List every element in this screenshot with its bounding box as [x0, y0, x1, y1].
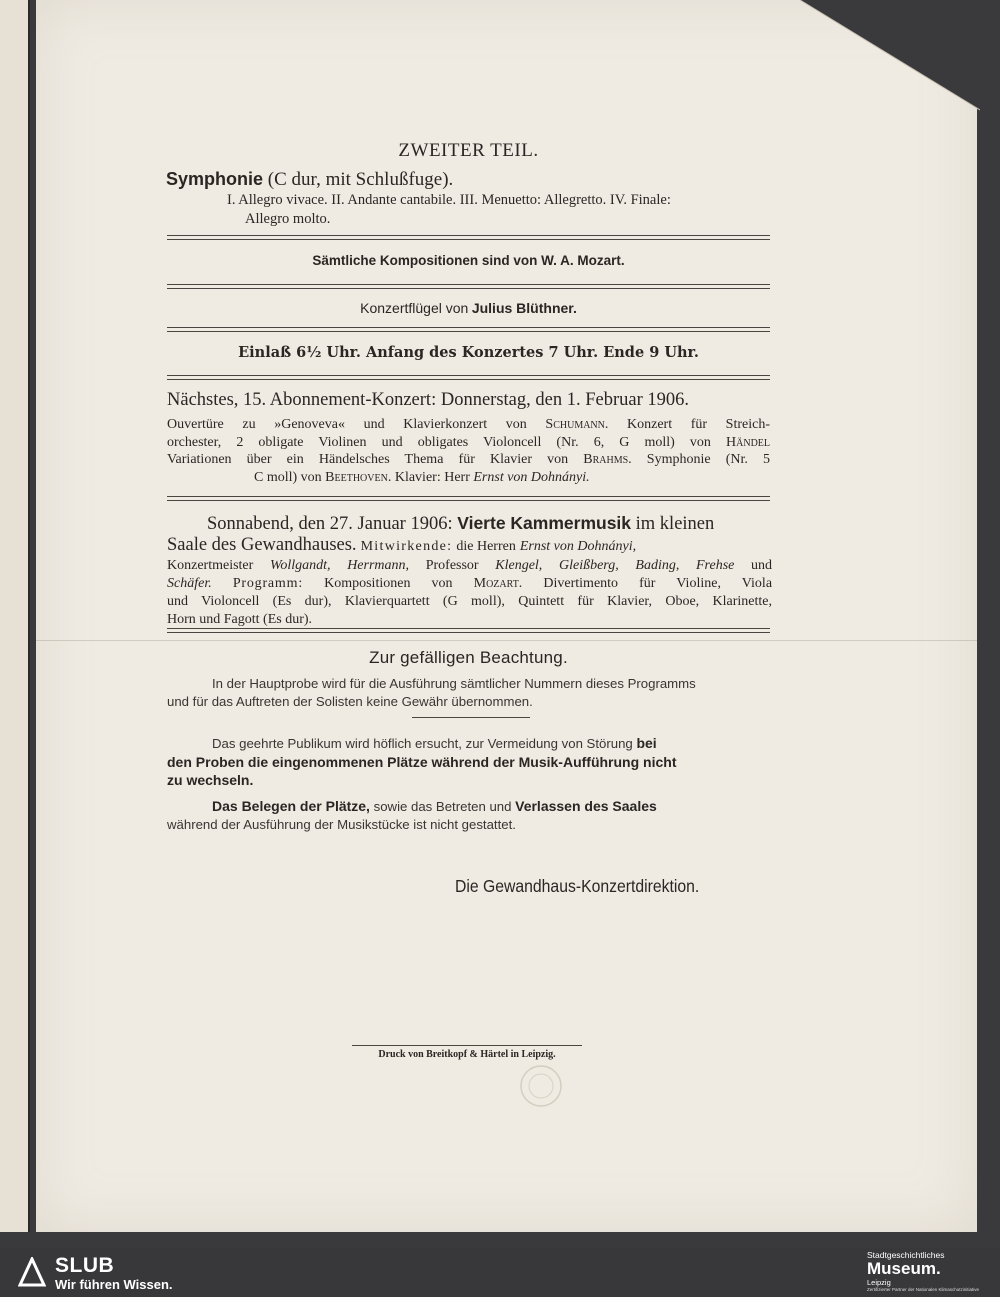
- beachtung-paragraph-3: Das Belegen der Plätze, sowie das Betreten und Verlassen des Saales während der Ausführung der Musikstücke ist nicht gestattet.: [167, 798, 657, 832]
- slub-tagline: Wir führen Wissen.: [55, 1277, 173, 1292]
- program-line: Ouvertüre zu »Genoveva« und Klavierkonzert von Schumann. Konzert für Streich-: [167, 417, 770, 432]
- embossed-stamp: [518, 1063, 564, 1109]
- kammermusik-line-3: Konzertmeister Wollgandt, Herrmann, Professor Klengel, Gleißberg, Bading, Frehse und: [167, 558, 773, 573]
- center-fold-crease: [36, 640, 977, 641]
- work-title-line: [166, 169, 453, 191]
- beachtung-heading: Zur gefälligen Beachtung.: [369, 648, 568, 667]
- paper-corner-fold: [780, 0, 980, 120]
- museum-line-4: Zertifizierter Partner der Nationalen Klimaschutzinitiative: [867, 1287, 980, 1292]
- museum-line-2: Museum.: [867, 1259, 941, 1278]
- kammermusik-line-5: und Violoncell (Es dur), Klavierquartett (G moll), Quintett für Klavier, Oboe, Klarinette,: [167, 594, 772, 609]
- divider-rule: [167, 235, 770, 240]
- piano-note: [167, 300, 770, 318]
- program-line: C moll) von Beethoven. Klavier: Herr Ernst von Dohnányi.: [254, 469, 590, 485]
- left-page-strip: [0, 0, 30, 1232]
- footer-bar: [0, 1248, 1000, 1297]
- kammermusik-line-1: Sonnabend, den 27. Januar 1906: Vierte Kammermusik im kleinen: [207, 513, 715, 534]
- movements-line-2: Allegro molto.: [245, 211, 331, 227]
- piano-prefix: Konzertflügel von: [360, 300, 469, 316]
- divider-rule: [167, 375, 770, 380]
- composer-note: Sämtliche Kompositionen sind von W. A. Mozart.: [312, 253, 625, 268]
- museum-line-3: Leipzig: [867, 1278, 891, 1287]
- imprint-rule: [352, 1045, 582, 1046]
- imprint: Druck von Breitkopf & Härtel in Leipzig.: [378, 1049, 556, 1060]
- slub-logo-icon: [18, 1257, 46, 1287]
- piano-name: Julius Blüthner.: [471, 300, 577, 316]
- program-line: orchester, 2 obligate Violinen und obligates Violoncell (Nr. 6, G moll) von Händel: [167, 434, 771, 450]
- kammermusik-line-4: Schäfer. Programm: Kompositionen von Mozart. Divertimento für Violine, Viola: [167, 576, 773, 591]
- beachtung-paragraph-1: In der Hauptprobe wird für die Ausführung sämtlicher Nummern dieses Programms und für das Auftreten der Solisten keine Gewähr übernommen.: [167, 676, 696, 709]
- kammermusik-line-6: Horn und Fagott (Es dur).: [167, 612, 313, 627]
- work-title: Symphonie: [166, 169, 264, 189]
- beachtung-paragraph-2: Das geehrte Publikum wird höflich ersucht, zur Vermeidung von Störung bei den Proben die eingenommenen Plätze während der Musik-Aufführung nicht zu wechseln.: [167, 735, 677, 788]
- kammermusik-line-2: Saale des Gewandhauses. Mitwirkende: die Herren Ernst von Dohnányi,: [167, 535, 637, 555]
- next-concert-program: [167, 416, 770, 486]
- museum-line-1: Stadtgeschichtliches: [867, 1250, 945, 1260]
- divider-rule: [167, 496, 770, 501]
- divider-rule: [167, 628, 770, 633]
- divider-rule: [167, 327, 770, 332]
- section-heading: ZWEITER TEIL.: [398, 140, 539, 161]
- einlass-times: Einlaß 6½ Uhr. Anfang des Konzertes 7 Uhr. Ende 9 Uhr.: [238, 344, 699, 361]
- next-concert-headline: Nächstes, 15. Abonnement-Konzert: Donnerstag, den 1. Februar 1906.: [167, 390, 689, 410]
- work-key: (C dur, mit Schlußfuge).: [267, 169, 454, 190]
- slub-name: SLUB: [55, 1254, 115, 1277]
- kammermusik-block: [167, 512, 772, 629]
- program-line: Variationen über ein Händelsches Thema für Klavier von Brahms. Symphonie (Nr. 5: [167, 452, 771, 467]
- short-rule: [412, 717, 530, 718]
- signature: Die Gewandhaus-Konzertdirektion.: [455, 876, 700, 896]
- movements-line-1: I. Allegro vivace. II. Andante cantabile. III. Menuetto: Allegretto. IV. Finale:: [227, 192, 671, 208]
- divider-rule: [167, 284, 770, 289]
